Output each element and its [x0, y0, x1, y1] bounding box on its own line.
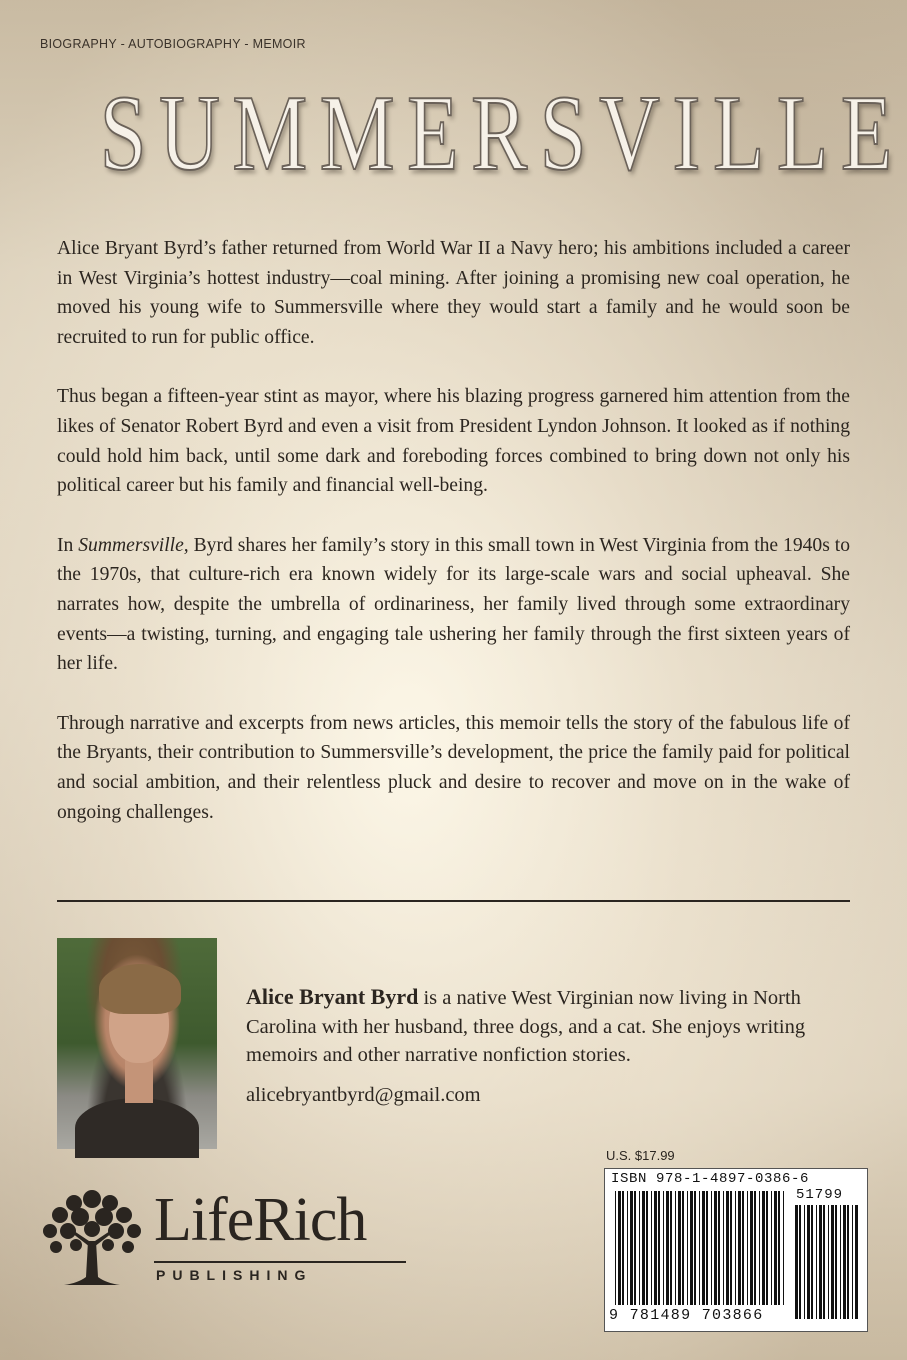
publisher-rule [154, 1261, 406, 1263]
blurb-p3-title: Summersville, [78, 534, 189, 556]
book-title: SUMMERSVILLE [99, 74, 905, 193]
blurb [57, 234, 850, 857]
author-bio-text: is a native West Virginian now living in North Carolina with her husband, three dogs, and a cat. She enjoys writing memoirs and other narrative nonfiction stories. [246, 987, 806, 1067]
divider [57, 900, 850, 902]
author-name: Alice Bryant Byrd [246, 984, 419, 1009]
blurb-p3-rest: Byrd shares her family’s story in this small town in West Virginia from the 1940s to the 1970s, that culture-rich era known widely for its large-scale wars and social upheaval. She narrates how, despite the umbrella of ordinariness, her family lived through some extraordinary events—a twisting, turning, and engaging tale ushering her family through the first sixteen years of her life. [57, 534, 850, 675]
author-photo [57, 938, 217, 1149]
isbn-text: ISBN 978-1-4897-0386-6 [611, 1171, 810, 1187]
tree-icon [36, 1185, 148, 1295]
author-email: alicebryantbyrd@gmail.com [246, 1084, 481, 1106]
publisher-name: LifeRich [154, 1186, 367, 1254]
blurb-paragraph-4: Through narrative and excerpts from news articles, this memoir tells the story of the fabulous life of the Bryants, their contribution to Summersville’s development, the price the family paid for political and social ambition, and their relentless pluck and desire to recover and move on in the wake of ongoing challenges. [57, 712, 850, 823]
author-bio [246, 983, 856, 1070]
barcode [604, 1168, 868, 1332]
publisher-logo [36, 1185, 416, 1295]
barcode-addon: 51799 [796, 1187, 844, 1203]
blurb-paragraph-3 [57, 531, 850, 679]
blurb-paragraph-1: Alice Bryant Byrd’s father returned from World War II a Navy hero; his ambitions included a career in West Virginia’s hottest industry—coal mining. After joining a promising new coal operation, he moved his young wife to Summersville where they would start a family and he would soon be recruited to run for public office. [57, 238, 850, 348]
price: U.S. $17.99 [606, 1148, 675, 1163]
barcode-digits: 9 781489 703866 [609, 1307, 764, 1324]
publisher-sub: PUBLISHING [156, 1267, 313, 1283]
blurb-paragraph-2: Thus began a fifteen-year stint as mayor, where his blazing progress garnered him attention from the likes of Senator Robert Byrd and even a visit from President Lyndon Johnson. It looked as if nothing could hold him back, until some dark and foreboding forces combined to bring down not only his political career but his family and financial well-being. [57, 386, 850, 497]
genre-label: BIOGRAPHY - AUTOBIOGRAPHY - MEMOIR [40, 37, 306, 51]
blurb-p3-prefix: In [57, 534, 79, 556]
